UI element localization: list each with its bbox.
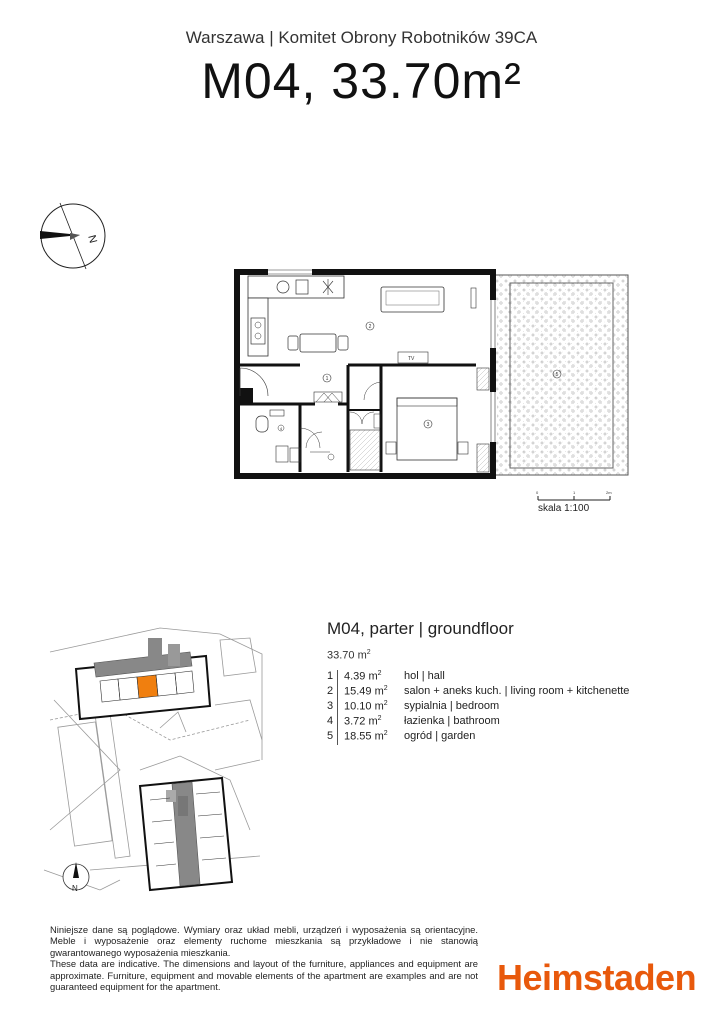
- room-area-unit: m: [368, 715, 378, 728]
- room-area-value: 4.39: [344, 670, 366, 683]
- compass-rose: [40, 203, 105, 269]
- room-area-value: 3.72: [344, 715, 366, 728]
- room-row: [327, 730, 629, 745]
- room-area: [338, 670, 399, 685]
- rooms-table: [327, 670, 629, 745]
- room-area-unit: m: [374, 685, 384, 698]
- total-area-unit: m: [357, 649, 367, 662]
- total-area-exponent: 2: [366, 649, 371, 656]
- room-area-exponent: 2: [383, 700, 388, 707]
- window-kitchen: [268, 268, 312, 276]
- window-bedroom: [489, 392, 497, 442]
- bed: [397, 398, 457, 460]
- tv-label: TV: [408, 356, 415, 362]
- room-area-exponent: 2: [377, 670, 382, 677]
- room-area-value: 18.55: [344, 730, 372, 743]
- room-row: [327, 715, 629, 730]
- room-area-unit: m: [368, 670, 378, 683]
- window-living: [489, 300, 497, 348]
- room-label-2: 2: [368, 324, 372, 330]
- address-line: Warszawa | Komitet Obrony Robotników 39CA: [185, 28, 538, 47]
- unit-highlight: [137, 675, 158, 698]
- room-row: [327, 685, 629, 700]
- disclaimer-polish: Niniejsze dane są poglądowe. Wymiary oraz układ mebli, urządzeń i wyposażenia są orientacyjne. Meble i wyposażenie oraz elementy ruchome mieszkania są przykładowe i nie stanowią gwarantowanego wyposażenia mieszkania.: [50, 924, 478, 958]
- site-compass: [63, 862, 89, 893]
- scale-tick-0: 0: [536, 490, 539, 495]
- room-area: [338, 715, 399, 730]
- garden-lawn: [510, 283, 613, 468]
- room-area-unit: m: [374, 700, 384, 713]
- scale-bar: [536, 490, 612, 500]
- site-building-south: [140, 778, 232, 890]
- total-area-value: 33.70: [327, 649, 355, 662]
- room-name: salon + aneks kuch. | living room + kitchenette: [404, 685, 630, 697]
- room-name: łazienka | bathroom: [404, 715, 500, 727]
- room-number: 3: [327, 700, 334, 712]
- room-row: [327, 700, 629, 715]
- site-compass-letter: N: [72, 884, 78, 893]
- room-label-1: 1: [325, 376, 329, 382]
- scale-tick-1: 1: [573, 490, 576, 495]
- room-area-exponent: 2: [383, 685, 388, 692]
- room-area: [338, 700, 399, 715]
- site-building-north: [76, 638, 210, 719]
- room-name: ogród | garden: [404, 730, 476, 742]
- room-label-5: 5: [555, 372, 559, 378]
- room-area: [338, 685, 399, 700]
- room-row: [327, 670, 629, 685]
- room-area-exponent: 2: [377, 715, 382, 722]
- room-area: [338, 730, 399, 745]
- room-area-value: 10.10: [344, 700, 372, 713]
- room-area-exponent: 2: [383, 730, 388, 737]
- room-name: sypialnia | bedroom: [404, 700, 500, 712]
- room-label-3: 3: [426, 422, 430, 428]
- scale-tick-2: 2m: [606, 490, 612, 495]
- room-number: 5: [327, 730, 334, 742]
- room-number: 2: [327, 685, 334, 697]
- floor-plan: [237, 268, 628, 476]
- scale-label: skala 1:100: [538, 503, 590, 514]
- disclaimer: [50, 924, 478, 992]
- unit-heading: M04, parter | groundfloor: [327, 619, 514, 638]
- compass-letter: N: [85, 233, 99, 245]
- room-area-value: 15.49: [344, 685, 372, 698]
- brand-logo: Heimstaden: [497, 957, 697, 998]
- room-label-4: 4: [279, 426, 283, 431]
- room-number: 1: [327, 670, 334, 682]
- unit-title: M04, 33.70m²: [201, 53, 522, 109]
- disclaimer-english: These data are indicative. The dimensions and layout of the furniture, appliances and equipment are approximate. Furniture, equipment and movable elements of the apartment are examples and are not guaranteed equipment for the apartment.: [50, 958, 478, 993]
- total-area: [327, 649, 371, 662]
- room-name: hol | hall: [404, 670, 445, 682]
- dining-table: [300, 334, 336, 352]
- room-number: 4: [327, 715, 334, 727]
- room-area-unit: m: [374, 730, 384, 743]
- site-building-west: [58, 722, 112, 846]
- compass-needle-tip: [70, 233, 80, 240]
